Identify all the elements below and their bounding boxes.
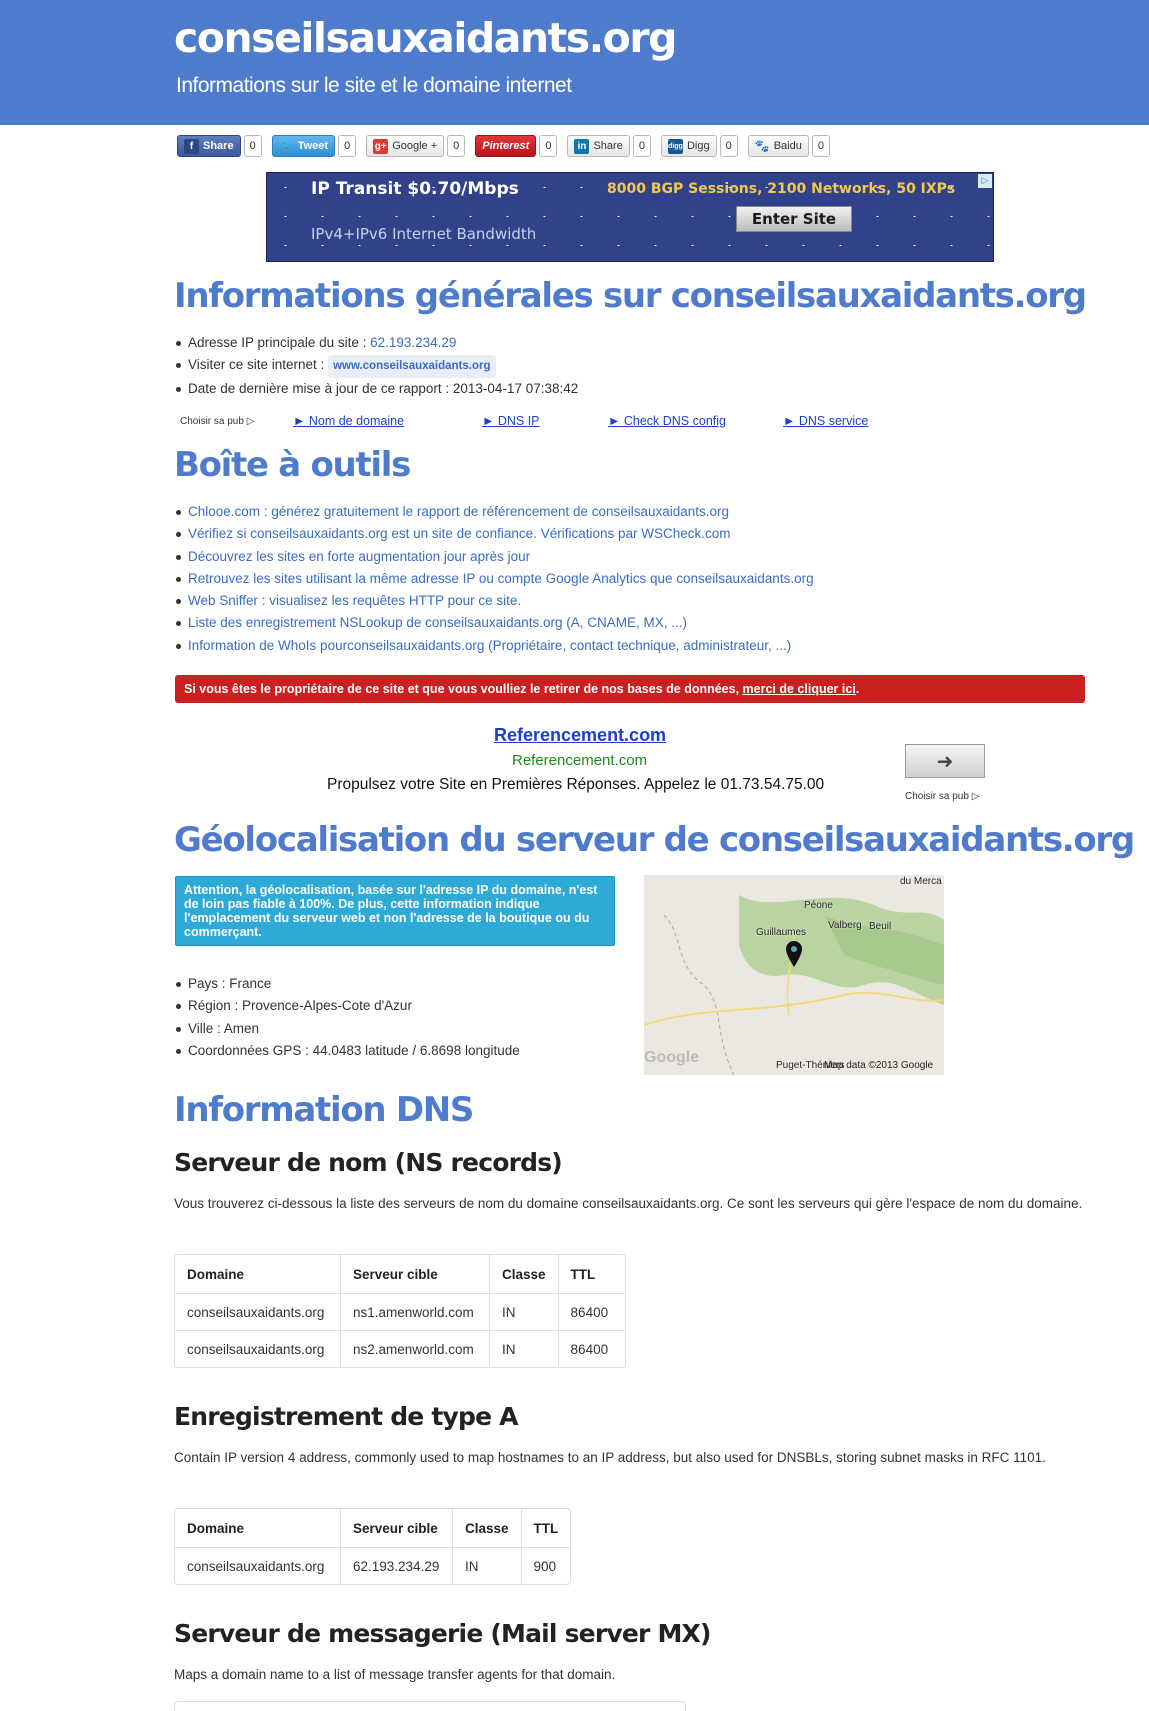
col-ttl: TTL <box>558 1255 625 1293</box>
cell-classe: IN <box>452 1547 521 1584</box>
share-label: Baidu <box>773 140 802 152</box>
cell-domaine: conseilsauxaidants.org <box>175 1547 340 1584</box>
share-item-baidu <box>748 135 830 157</box>
col-ttl: TTL <box>521 1509 571 1547</box>
site-header <box>0 0 1149 125</box>
arrow-right-icon: ➜ <box>936 750 954 773</box>
cell-ttl: 86400 <box>558 1330 625 1367</box>
a-record-description: Contain IP version 4 address, commonly used to map hostnames to an IP address, but also used for DNSBLs, storing subnet masks in RFC 1101. <box>174 1450 1046 1465</box>
google-plus-icon: g+ <box>374 140 387 152</box>
list-item <box>188 612 814 634</box>
col-classe: Classe <box>452 1509 521 1547</box>
list-item <box>188 635 814 657</box>
digg-button[interactable] <box>661 135 717 157</box>
share-label: Share <box>203 140 234 152</box>
map-label-puget: Puget-Théniers <box>776 1060 845 1071</box>
table-row <box>175 1293 625 1330</box>
google-plus-button[interactable] <box>366 135 444 157</box>
location-map[interactable] <box>644 875 944 1075</box>
linkedin-icon: in <box>574 139 589 154</box>
cell-serveur: ns1.amenworld.com <box>340 1293 489 1330</box>
ad-link-dns-service[interactable]: ► DNS service <box>783 414 869 428</box>
tool-link[interactable]: Web Sniffer : visualisez les requêtes HTTP pour ce site. <box>188 593 522 609</box>
map-terrain <box>644 875 944 1075</box>
owner-removal-alert <box>175 675 1085 703</box>
ns-table <box>174 1254 626 1368</box>
list-item: Région : Provence-Alpes-Cote d'Azur <box>188 995 520 1017</box>
ip-link[interactable]: 62.193.234.29 <box>370 335 457 350</box>
map-label-beuil: Beuil <box>869 921 892 932</box>
col-classe: Classe <box>489 1255 558 1293</box>
banner-headline: IP Transit $0.70/Mbps <box>311 179 519 199</box>
cell-ttl: 900 <box>521 1547 571 1584</box>
google-logo: Google <box>644 1049 700 1066</box>
facebook-icon: f <box>184 139 199 154</box>
banner-promo: 8000 BGP Sessions, 2100 Networks, 50 IXPs <box>607 181 956 197</box>
visit-site-link[interactable]: www.conseilsauxaidants.org <box>328 355 495 377</box>
tool-link[interactable]: Information de WhoIs pourconseilsauxaidants.org (Propriétaire, contact technique, administrateur, ...) <box>188 637 792 653</box>
map-label-valberg: Valberg <box>828 920 862 931</box>
map-label-peone: Péone <box>804 900 833 911</box>
baidu-icon: 🐾 <box>754 139 770 153</box>
mx-description: Maps a domain name to a list of message transfer agents for that domain. <box>174 1667 616 1682</box>
list-item: Ville : Amen <box>188 1018 520 1040</box>
share-count: 0 <box>812 135 830 157</box>
dns-heading: Information DNS <box>174 1090 474 1130</box>
toolbox-list <box>174 501 814 657</box>
cell-domaine: conseilsauxaidants.org <box>175 1330 340 1367</box>
table-header-row <box>175 1509 570 1547</box>
map-label-guillaumes: Guillaumes <box>756 927 807 938</box>
geo-heading: Géolocalisation du serveur de conseilsauxaidants.org <box>174 820 1134 860</box>
baidu-button[interactable] <box>748 135 809 157</box>
tool-link[interactable]: Chlooe.com : générez gratuitement le rapport de référencement de conseilsauxaidants.org <box>188 504 730 519</box>
cell-domaine: conseilsauxaidants.org <box>175 1293 340 1330</box>
col-domaine: Domaine <box>187 1266 245 1282</box>
list-item <box>188 501 814 523</box>
toolbox-heading: Boîte à outils <box>174 445 411 485</box>
general-info-heading: Informations générales sur conseilsauxaidants.org <box>174 276 1086 316</box>
a-record-table <box>174 1508 571 1585</box>
owner-alert-text: Si vous êtes le propriétaire de ce site et que vous voulliez le retirer de nos bases de données, <box>184 682 743 696</box>
table-header-row <box>175 1255 625 1293</box>
list-item: Pays : France <box>188 973 520 995</box>
list-item <box>188 354 578 377</box>
share-label: Digg <box>686 140 710 152</box>
col-serveur-cible: Serveur cible <box>340 1509 452 1547</box>
a-record-heading: Enregistrement de type A <box>174 1402 518 1431</box>
share-count: 0 <box>244 135 262 157</box>
table-row <box>175 1547 570 1584</box>
list-item <box>188 546 814 568</box>
twitter-icon: 🐦 <box>279 140 293 152</box>
tool-link[interactable]: Découvrez les sites en forte augmentation jour après jour <box>188 548 531 564</box>
ns-heading: Serveur de nom (NS records) <box>174 1148 562 1177</box>
list-item <box>188 590 814 612</box>
share-count: 0 <box>447 135 465 157</box>
site-subtitle: Informations sur le site et le domaine internet <box>176 74 572 97</box>
share-item-facebook <box>177 135 262 157</box>
share-item-linkedin <box>567 135 650 157</box>
owner-removal-link[interactable]: merci de cliquer ici <box>742 682 856 696</box>
geo-warning: Attention, la géolocalisation, basée sur l'adresse IP du domaine, n'est de loin pas fiable à 100%. De plus, cette information indique l'emplacement du serveur web et non l'adresse de la boutique ou du commerçant. <box>175 876 615 946</box>
list-item <box>188 332 578 354</box>
ref-ad-text: Propulsez votre Site en Premières Réponses. Appelez le 01.73.54.75.00 <box>327 776 825 793</box>
share-count: 0 <box>539 135 557 157</box>
map-label-du-merca: du Merca <box>900 876 942 887</box>
site-title[interactable]: conseilsauxaidants.org <box>174 14 676 62</box>
ad-links-row <box>180 414 1080 432</box>
ad-link-check-dns[interactable]: ► Check DNS config <box>608 414 726 428</box>
share-item-pinterest <box>475 135 557 157</box>
ns-description: Vous trouverez ci-dessous la liste des serveurs de nom du domaine conseilsauxaidants.org. Ce sont les serveurs qui gère l'espace de nom du domaine. <box>174 1196 1083 1211</box>
facebook-share-button[interactable] <box>177 135 241 157</box>
ad-link-dns-ip[interactable]: ► DNS IP <box>482 414 540 428</box>
share-label: Share <box>593 140 623 152</box>
mx-heading: Serveur de messagerie (Mail server MX) <box>174 1619 711 1648</box>
ref-ad-url[interactable]: Referencement.com <box>512 752 648 769</box>
banner-enter-button[interactable]: Enter Site <box>736 206 852 232</box>
cell-ttl: 86400 <box>558 1293 625 1330</box>
mx-table-top <box>174 1701 686 1711</box>
share-label: Tweet <box>297 140 329 152</box>
share-item-digg <box>661 135 738 157</box>
col-serveur-cible: Serveur cible <box>340 1255 489 1293</box>
share-count: 0 <box>338 135 356 157</box>
geo-list <box>174 973 520 1062</box>
map-attribution: Map data ©2013 Google <box>824 1060 934 1071</box>
choose-ad-label[interactable]: Choisir sa pub ▷ <box>905 791 980 802</box>
twitter-tweet-button[interactable] <box>272 135 335 157</box>
adchoices-icon[interactable]: ▷ <box>978 174 992 188</box>
tool-link[interactable]: Retrouvez les sites utilisant la même adresse IP ou compte Google Analytics que conseilsauxaidants.org <box>188 570 814 586</box>
table-row <box>175 1330 625 1367</box>
cell-classe: IN <box>489 1293 558 1330</box>
share-item-twitter <box>272 135 356 157</box>
owner-alert-end: . <box>855 682 860 696</box>
pinterest-button[interactable] <box>475 135 536 157</box>
share-label: Google + <box>392 140 438 152</box>
visit-label: Visiter ce site internet : <box>188 357 329 373</box>
cell-classe: IN <box>489 1330 558 1367</box>
cell-serveur: ns2.amenworld.com <box>340 1330 489 1367</box>
cell-serveur: 62.193.234.29 <box>340 1547 452 1584</box>
list-item <box>188 568 814 590</box>
share-bar <box>177 135 840 157</box>
tool-link[interactable]: Liste des enregistrement NSLookup de conseilsauxaidants.org (A, CNAME, MX, ...) <box>188 615 687 631</box>
referencement-ad <box>174 725 1086 815</box>
digg-icon: digg <box>668 139 683 154</box>
share-item-google-plus <box>366 135 465 157</box>
tool-link[interactable]: Vérifiez si conseilsauxaidants.org est un site de confiance. Vérifications par WSCheck.com <box>188 526 731 542</box>
ad-link-domain[interactable]: ► Nom de domaine <box>293 414 405 428</box>
general-info-list <box>174 332 578 400</box>
ref-ad-arrow-button[interactable] <box>905 744 985 778</box>
share-count: 0 <box>720 135 738 157</box>
list-item: Date de dernière mise à jour de ce rapport : 2013-04-17 07:38:42 <box>188 378 578 400</box>
map-marker-icon[interactable] <box>786 941 802 971</box>
list-item: Coordonnées GPS : 44.0483 latitude / 6.8698 longitude <box>188 1040 520 1062</box>
choose-ad-label[interactable]: Choisir sa pub ▷ <box>180 416 255 427</box>
ip-transit-banner-ad[interactable] <box>266 172 994 262</box>
linkedin-share-button[interactable] <box>567 135 629 157</box>
list-item <box>188 523 814 545</box>
banner-tagline: IPv4+IPv6 Internet Bandwidth <box>311 225 537 243</box>
share-count: 0 <box>633 135 651 157</box>
pinterest-icon: Pinterest <box>482 140 530 152</box>
ref-ad-title[interactable]: Referencement.com <box>494 725 667 745</box>
ip-label: Adresse IP principale du site : <box>188 335 371 350</box>
col-domaine: Domaine <box>187 1520 245 1536</box>
